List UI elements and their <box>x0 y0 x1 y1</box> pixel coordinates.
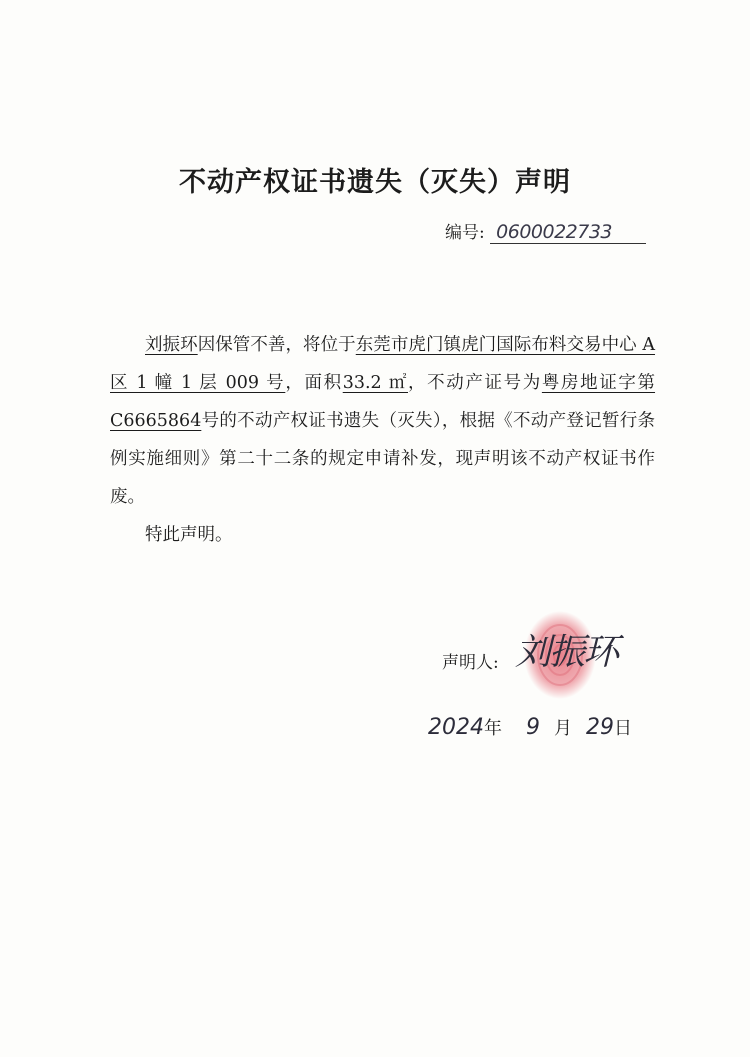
body-text: 号的不动产权证书遗失（灭失），根据《不动产登记暂行条例实施细则》第二十二条的规定申请补发，现声明该不动产权证书作废。 <box>110 411 655 507</box>
date-day: 29 <box>586 715 614 740</box>
serial-label: 编号: <box>445 223 485 243</box>
declaration-body <box>110 326 655 554</box>
body-text: 因保管不善，将位于 <box>197 335 356 355</box>
declaration-paragraph <box>110 326 655 516</box>
handwritten-signature: 刘振环 <box>515 632 618 673</box>
property-address: 东莞市虎门镇虎门国际布料交易中心 A 区 1 幢 1 层 009 号 <box>110 335 656 393</box>
signing-date <box>428 714 632 740</box>
page-title: 不动产权证书遗失（灭失）声明 <box>179 167 571 198</box>
date-day-unit: 日 <box>614 718 632 739</box>
declarant-label: 声明人: <box>442 653 499 673</box>
closing-paragraph: 特此声明。 <box>145 525 233 545</box>
date-year: 2024 <box>428 715 484 740</box>
serial-number <box>445 218 650 244</box>
date-month: 9 <box>526 715 540 740</box>
certificate-number: 粤房地证字第 C6665864 <box>110 373 656 431</box>
property-area: 33.2 ㎡ <box>342 373 408 393</box>
date-year-unit: 年 <box>484 718 502 739</box>
body-text: ，面积 <box>285 373 343 393</box>
date-month-unit: 月 <box>554 718 572 739</box>
owner-name: 刘振环 <box>145 335 198 355</box>
body-text: ，不动产证号为 <box>408 373 542 393</box>
serial-value: 0600022733 <box>490 221 646 244</box>
